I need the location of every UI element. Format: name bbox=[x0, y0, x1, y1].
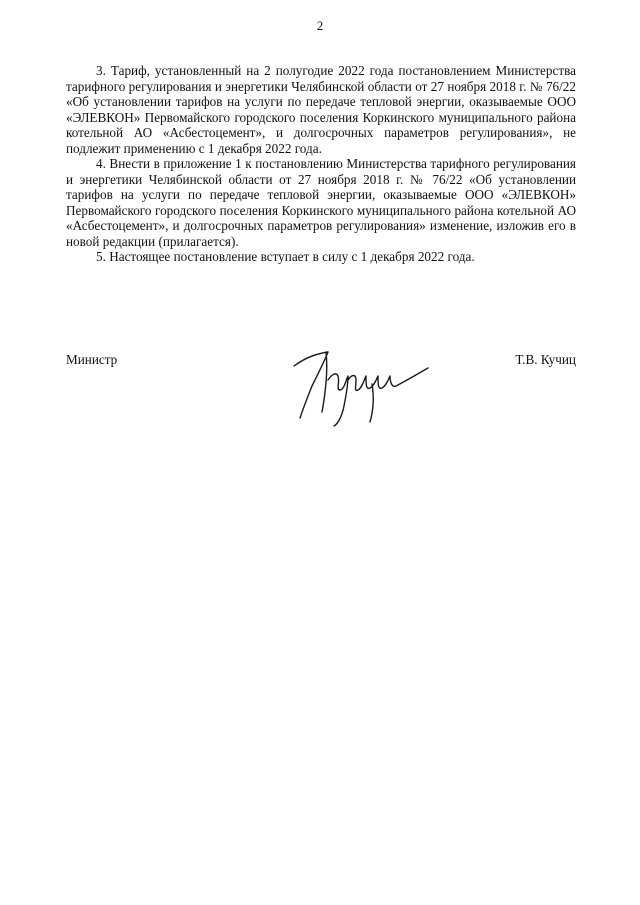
paragraph-5: 5. Настоящее постановление вступает в силу с 1 декабря 2022 года. bbox=[96, 249, 475, 264]
paragraph-3: 3. Тариф, установленный на 2 полугодие 2022 года постановлением Министерства тарифного регулирования и энергетики Челябинской области от 27 ноября 2018 г. № 76/22 «Об установлении тарифов на услуги по передаче тепловой энергии, оказываемые ООО «ЭЛЕВКОН» Первомайского городского поселения Коркинского муниципального района котельной АО «Асбестоцемент», и долгосрочных параметров регулирования», не подлежит применению с 1 декабря 2022 года. bbox=[66, 63, 576, 156]
page-number: 2 bbox=[316, 18, 324, 33]
signature-block bbox=[66, 340, 576, 440]
signer-title: Министр bbox=[66, 352, 118, 367]
handwritten-signature bbox=[288, 340, 438, 430]
document-body bbox=[66, 63, 576, 265]
paragraph-4: 4. Внести в приложение 1 к постановлению Министерства тарифного регулирования и энергетики Челябинской области от 27 ноября 2018 г. № 76/22 «Об установлении тарифов на услуги по передаче тепловой энергии, оказываемые ООО «ЭЛЕВКОН» Первомайского городского поселения Коркинского муниципального района котельной АО «Асбестоцемент», и долгосрочных параметров регулирования» изменение, изложив его в новой редакции (прилагается). bbox=[66, 156, 576, 249]
signer-name: Т.В. Кучиц bbox=[515, 352, 576, 367]
